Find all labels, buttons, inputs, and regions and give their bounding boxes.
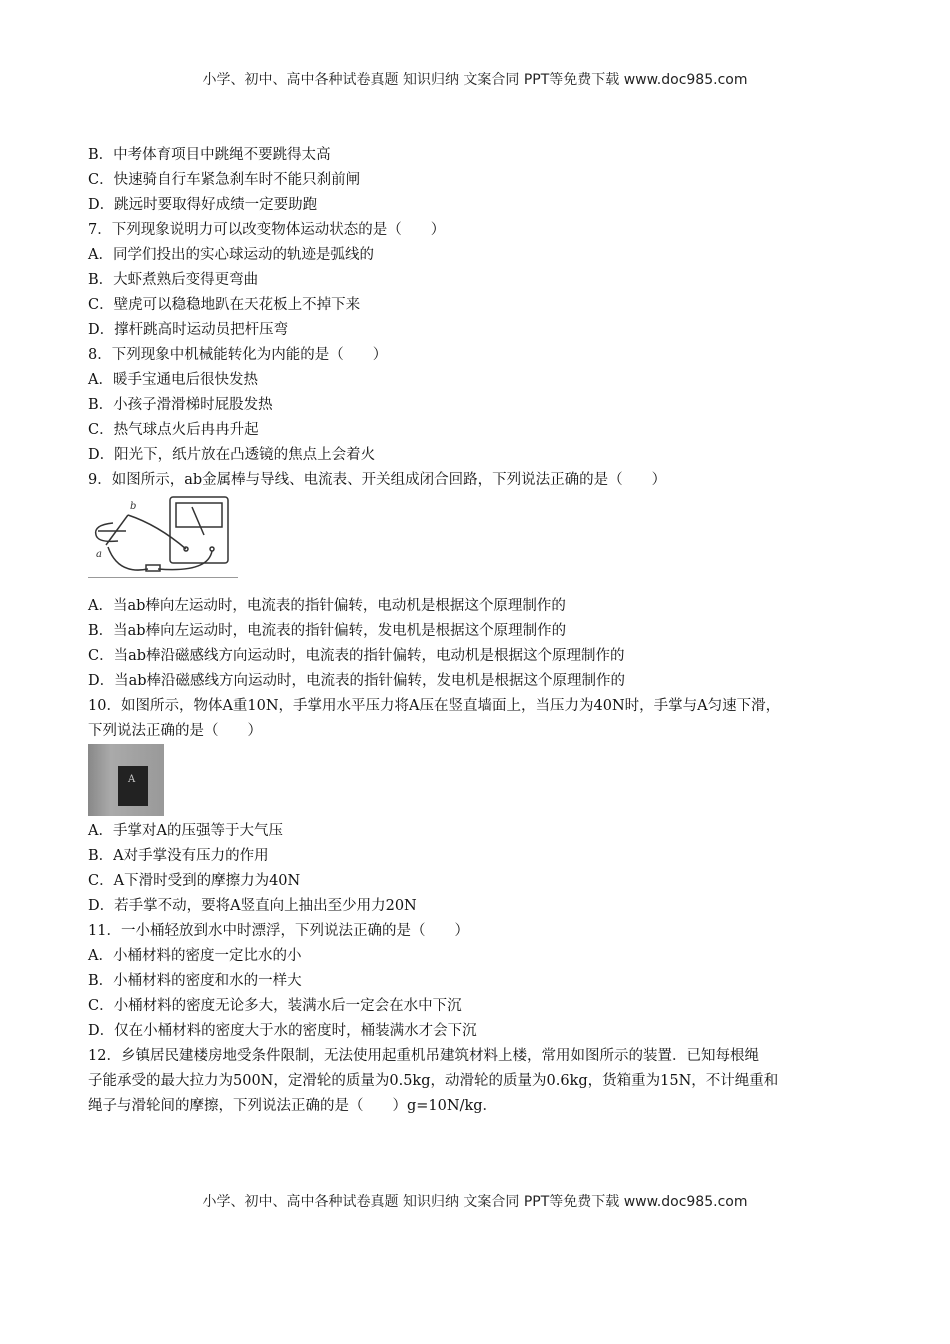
label-a: a bbox=[96, 549, 102, 560]
figure-electromagnetic-induction bbox=[88, 495, 238, 578]
text-line: A．小桶材料的密度一定比水的小 bbox=[88, 948, 302, 964]
document-body bbox=[88, 143, 888, 1119]
text-line: B．A对手掌没有压力的作用 bbox=[88, 848, 269, 864]
text-line: A．手掌对A的压强等于大气压 bbox=[88, 823, 283, 839]
text-line: C．当ab棒沿磁感线方向运动时，电流表的指针偏转，电动机是根据这个原理制作的 bbox=[88, 648, 625, 664]
text-line: A．同学们投出的实心球运动的轨迹是弧线的 bbox=[88, 247, 374, 263]
text-line: 下列说法正确的是（ ） bbox=[88, 723, 262, 739]
text-line: D．撑杆跳高时运动员把杆压弯 bbox=[88, 322, 289, 338]
page-footer: 小学、初中、高中各种试卷真题 知识归纳 文案合同 PPT等免费下载 www.doc985.com bbox=[202, 1194, 748, 1210]
page-header: 小学、初中、高中各种试卷真题 知识归纳 文案合同 PPT等免费下载 www.doc985.com bbox=[202, 72, 748, 88]
text-line: C．小桶材料的密度无论多大，装满水后一定会在水中下沉 bbox=[88, 998, 462, 1014]
text-line: B．大虾煮熟后变得更弯曲 bbox=[88, 272, 259, 288]
text-line: 12．乡镇居民建楼房地受条件限制，无法使用起重机吊建筑材料上楼，常用如图所示的装置．已知每根绳 bbox=[88, 1048, 759, 1064]
text-line: D．若手掌不动，要将A竖直向上抽出至少用力20N bbox=[88, 898, 417, 914]
block-label: A bbox=[128, 774, 136, 785]
text-line: D．仅在小桶材料的密度大于水的密度时，桶装满水才会下沉 bbox=[88, 1023, 477, 1039]
text-line: 8．下列现象中机械能转化为内能的是（ ） bbox=[88, 347, 388, 363]
text-line: B．小桶材料的密度和水的一样大 bbox=[88, 973, 302, 989]
text-line: 7．下列现象说明力可以改变物体运动状态的是（ ） bbox=[88, 222, 446, 238]
figure-hand-pressing-block bbox=[88, 744, 164, 816]
text-line: 11．一小桶轻放到水中时漂浮，下列说法正确的是（ ） bbox=[88, 923, 469, 939]
text-line: 绳子与滑轮间的摩擦，下列说法正确的是（ ）g=10N/kg． bbox=[88, 1098, 498, 1114]
text-line: 9．如图所示，ab金属棒与导线、电流表、开关组成闭合回路，下列说法正确的是（ ） bbox=[88, 472, 667, 488]
text-line: C．热气球点火后冉冉升起 bbox=[88, 422, 259, 438]
label-b: b bbox=[130, 501, 137, 512]
text-line: D．跳远时要取得好成绩一定要助跑 bbox=[88, 197, 318, 213]
text-line: 子能承受的最大拉力为500N，定滑轮的质量为0.5kg，动滑轮的质量为0.6kg，货箱重为15N，不计绳重和 bbox=[88, 1073, 779, 1089]
text-line: C．A下滑时受到的摩擦力为40N bbox=[88, 873, 301, 889]
text-line: B．中考体育项目中跳绳不要跳得太高 bbox=[88, 147, 331, 163]
text-line: A．暖手宝通电后很快发热 bbox=[88, 372, 258, 388]
text-line: A．当ab棒向左运动时，电流表的指针偏转，电动机是根据这个原理制作的 bbox=[88, 598, 566, 614]
text-line: 10．如图所示，物体A重10N，手掌用水平压力将A压在竖直墙面上，当压力为40N时，手掌与A匀速下滑， bbox=[88, 698, 781, 714]
text-line: C．壁虎可以稳稳地趴在天花板上不掉下来 bbox=[88, 297, 361, 313]
text-line: C．快速骑自行车紧急刹车时不能只刹前闸 bbox=[88, 172, 361, 188]
text-line: D．当ab棒沿磁感线方向运动时，电流表的指针偏转，发电机是根据这个原理制作的 bbox=[88, 673, 626, 689]
text-line: D．阳光下，纸片放在凸透镜的焦点上会着火 bbox=[88, 447, 376, 463]
text-line: B．当ab棒向左运动时，电流表的指针偏转，发电机是根据这个原理制作的 bbox=[88, 623, 567, 639]
text-line: B．小孩子滑滑梯时屁股发热 bbox=[88, 397, 273, 413]
